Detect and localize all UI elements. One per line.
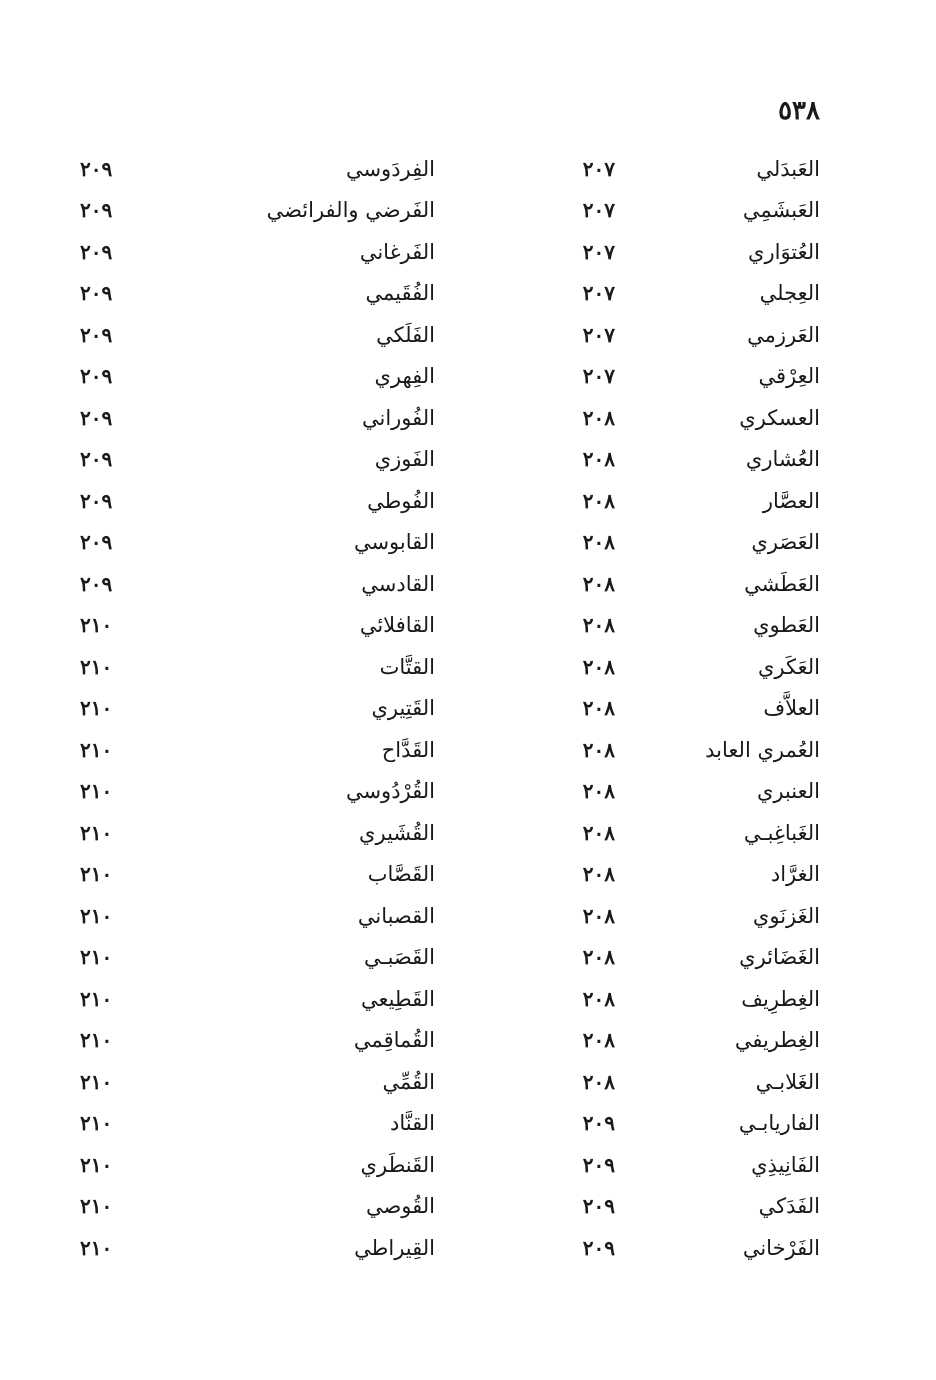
page-ref-left: ٢١٠ bbox=[80, 1194, 113, 1219]
page-ref-right: ٢٠٨ bbox=[582, 488, 615, 513]
page-ref-left: ٢١٠ bbox=[80, 862, 113, 887]
page-ref-right: ٢٠٨ bbox=[582, 820, 615, 845]
index-name-left: القَتِيري bbox=[371, 696, 435, 721]
index-name-right: الغِطرِيف bbox=[741, 986, 820, 1011]
index-row bbox=[80, 854, 820, 896]
index-name-left: الفَرغاني bbox=[359, 239, 435, 264]
index-name-right: العَطوي bbox=[753, 613, 820, 638]
index-name-right: الفَدَكي bbox=[758, 1194, 820, 1219]
index-name-right: الغرَّاد bbox=[770, 862, 820, 887]
index-row bbox=[80, 356, 820, 398]
index-row bbox=[80, 605, 820, 647]
page-ref-left: ٢١٠ bbox=[80, 986, 113, 1011]
page-ref-right: ٢٠٨ bbox=[582, 862, 615, 887]
page-ref-left: ٢٠٩ bbox=[80, 571, 113, 596]
page-ref-left: ٢١٠ bbox=[80, 1235, 113, 1260]
index-row bbox=[80, 729, 820, 771]
page-ref-left: ٢١٠ bbox=[80, 820, 113, 845]
page-ref-right: ٢٠٨ bbox=[582, 986, 615, 1011]
index-name-right: العَصَري bbox=[751, 530, 820, 555]
index-name-left: القابوسي bbox=[353, 530, 435, 555]
index-name-left: الفَرضي والفرائضي bbox=[266, 198, 435, 223]
page-ref-left: ٢١٠ bbox=[80, 1069, 113, 1094]
index-name-right: العنبري bbox=[756, 779, 820, 804]
index-name-left: القَطِيعي bbox=[360, 986, 435, 1011]
index-row bbox=[80, 148, 820, 190]
index-name-left: الفُقَيمي bbox=[365, 281, 435, 306]
page-ref-left: ٢١٠ bbox=[80, 654, 113, 679]
index-name-left: القادسي bbox=[361, 571, 435, 596]
index-row bbox=[80, 978, 820, 1020]
index-name-right: العَطَشي bbox=[744, 571, 820, 596]
page-ref-left: ٢٠٩ bbox=[80, 405, 113, 430]
page-ref-left: ٢١٠ bbox=[80, 1152, 113, 1177]
index-name-left: القافلائي bbox=[359, 613, 435, 638]
page-ref-right: ٢٠٧ bbox=[582, 364, 615, 389]
index-row bbox=[80, 273, 820, 315]
index-name-right: العَبشَمِي bbox=[742, 198, 820, 223]
index-name-left: القُشَيري bbox=[359, 820, 435, 845]
page-ref-left: ٢١٠ bbox=[80, 613, 113, 638]
index-name-left: القُرْدُوسي bbox=[345, 779, 435, 804]
page-ref-left: ٢٠٩ bbox=[80, 322, 113, 347]
page-ref-right: ٢٠٨ bbox=[582, 613, 615, 638]
index-row bbox=[80, 1103, 820, 1145]
page-ref-right: ٢٠٨ bbox=[582, 945, 615, 970]
index-row bbox=[80, 1227, 820, 1269]
index-name-right: العِرْقي bbox=[758, 364, 820, 389]
index-row bbox=[80, 1020, 820, 1062]
index-name-left: الفَلَكي bbox=[376, 322, 435, 347]
index-name-left: القُمِّي bbox=[382, 1069, 435, 1094]
page-ref-right: ٢٠٨ bbox=[582, 903, 615, 928]
index-name-left: القصباني bbox=[357, 903, 435, 928]
index-row bbox=[80, 522, 820, 564]
page-ref-right: ٢٠٧ bbox=[582, 198, 615, 223]
page-ref-right: ٢٠٨ bbox=[582, 654, 615, 679]
index-row bbox=[80, 688, 820, 730]
index-name-right: العَرزمي bbox=[747, 322, 820, 347]
index-name-left: القَصَبـي bbox=[363, 945, 435, 970]
index-name-left: القَصَّاب bbox=[367, 862, 435, 887]
page-ref-left: ٢١٠ bbox=[80, 737, 113, 762]
page-ref-right: ٢٠٩ bbox=[582, 1111, 615, 1136]
page-ref-right: ٢٠٨ bbox=[582, 696, 615, 721]
index-row bbox=[80, 937, 820, 979]
page-ref-right: ٢٠٧ bbox=[582, 156, 615, 181]
page-ref-left: ٢٠٩ bbox=[80, 364, 113, 389]
index-name-left: القَدَّاح bbox=[381, 737, 435, 762]
index-name-left: الفُوطي bbox=[367, 488, 435, 513]
page-ref-left: ٢١٠ bbox=[80, 903, 113, 928]
index-row bbox=[80, 397, 820, 439]
page-ref-left: ٢١٠ bbox=[80, 1111, 113, 1136]
index-row bbox=[80, 563, 820, 605]
page-ref-right: ٢٠٨ bbox=[582, 530, 615, 555]
index-row bbox=[80, 1061, 820, 1103]
index-name-right: العسكري bbox=[739, 405, 820, 430]
page-ref-left: ٢٠٩ bbox=[80, 239, 113, 264]
index-row bbox=[80, 231, 820, 273]
page-ref-right: ٢٠٨ bbox=[582, 779, 615, 804]
index-name-right: العِجلي bbox=[759, 281, 820, 306]
index-name-left: الفَوزي bbox=[374, 447, 435, 472]
index-name-left: الفِردَوسي bbox=[345, 156, 435, 181]
index-name-left: الفُوراني bbox=[361, 405, 435, 430]
index-name-right: العُشاري bbox=[745, 447, 820, 472]
index-name-left: القتَّات bbox=[379, 654, 435, 679]
index-row bbox=[80, 314, 820, 356]
index-row bbox=[80, 812, 820, 854]
page-ref-right: ٢٠٨ bbox=[582, 405, 615, 430]
page-ref-right: ٢٠٩ bbox=[582, 1152, 615, 1177]
index-row bbox=[80, 1144, 820, 1186]
page-ref-right: ٢٠٨ bbox=[582, 737, 615, 762]
page-ref-left: ٢٠٩ bbox=[80, 156, 113, 181]
index-name-right: الغَباغِبـي bbox=[743, 820, 820, 845]
index-name-right: العُتوَاري bbox=[748, 239, 820, 264]
index-row bbox=[80, 771, 820, 813]
index-name-right: الفَرْخاني bbox=[742, 1235, 820, 1260]
index-name-right: الغَزنَوي bbox=[752, 903, 820, 928]
index-name-left: القُوصي bbox=[365, 1194, 435, 1219]
index-name-right: العلاَّف bbox=[763, 696, 820, 721]
page-ref-left: ٢١٠ bbox=[80, 1028, 113, 1053]
page-ref-right: ٢٠٨ bbox=[582, 571, 615, 596]
page-ref-right: ٢٠٩ bbox=[582, 1194, 615, 1219]
index-name-left: القَنطَري bbox=[360, 1152, 435, 1177]
index-name-right: العَكَري bbox=[758, 654, 820, 679]
index-name-left: القِيراطي bbox=[354, 1235, 435, 1260]
index-name-left: القنَّاد bbox=[390, 1111, 435, 1136]
index-name-left: القُماقِمي bbox=[353, 1028, 435, 1053]
index-row bbox=[80, 646, 820, 688]
page-ref-left: ٢٠٩ bbox=[80, 447, 113, 472]
page-ref-left: ٢٠٩ bbox=[80, 488, 113, 513]
index-name-left: الفِهري bbox=[374, 364, 435, 389]
index-row bbox=[80, 439, 820, 481]
index-name-right: العصَّار bbox=[762, 488, 820, 513]
page-ref-right: ٢٠٨ bbox=[582, 447, 615, 472]
index-row bbox=[80, 1186, 820, 1228]
index-name-right: الغَضَائري bbox=[739, 945, 820, 970]
page-ref-left: ٢١٠ bbox=[80, 696, 113, 721]
index-name-right: الغِطريفي bbox=[734, 1028, 820, 1053]
page-ref-right: ٢٠٧ bbox=[582, 281, 615, 306]
index-list bbox=[80, 148, 820, 1269]
index-name-right: الغَلابـي bbox=[755, 1069, 820, 1094]
page-ref-left: ٢١٠ bbox=[80, 945, 113, 970]
page-ref-right: ٢٠٧ bbox=[582, 239, 615, 264]
page-ref-right: ٢٠٨ bbox=[582, 1028, 615, 1053]
page-ref-left: ٢١٠ bbox=[80, 779, 113, 804]
index-name-right: الفاريابـي bbox=[738, 1111, 820, 1136]
index-name-right: الفَانِيذِي bbox=[751, 1152, 820, 1177]
index-row bbox=[80, 480, 820, 522]
index-row bbox=[80, 190, 820, 232]
index-name-right: العُمري العابد bbox=[705, 737, 820, 762]
page-ref-left: ٢٠٩ bbox=[80, 198, 113, 223]
index-name-right: العَبدَلي bbox=[756, 156, 820, 181]
page-ref-left: ٢٠٩ bbox=[80, 530, 113, 555]
page-ref-left: ٢٠٩ bbox=[80, 281, 113, 306]
page-ref-right: ٢٠٩ bbox=[582, 1235, 615, 1260]
page-ref-right: ٢٠٨ bbox=[582, 1069, 615, 1094]
page-number: ٥٣٨ bbox=[778, 96, 820, 126]
index-row bbox=[80, 895, 820, 937]
page-ref-right: ٢٠٧ bbox=[582, 322, 615, 347]
